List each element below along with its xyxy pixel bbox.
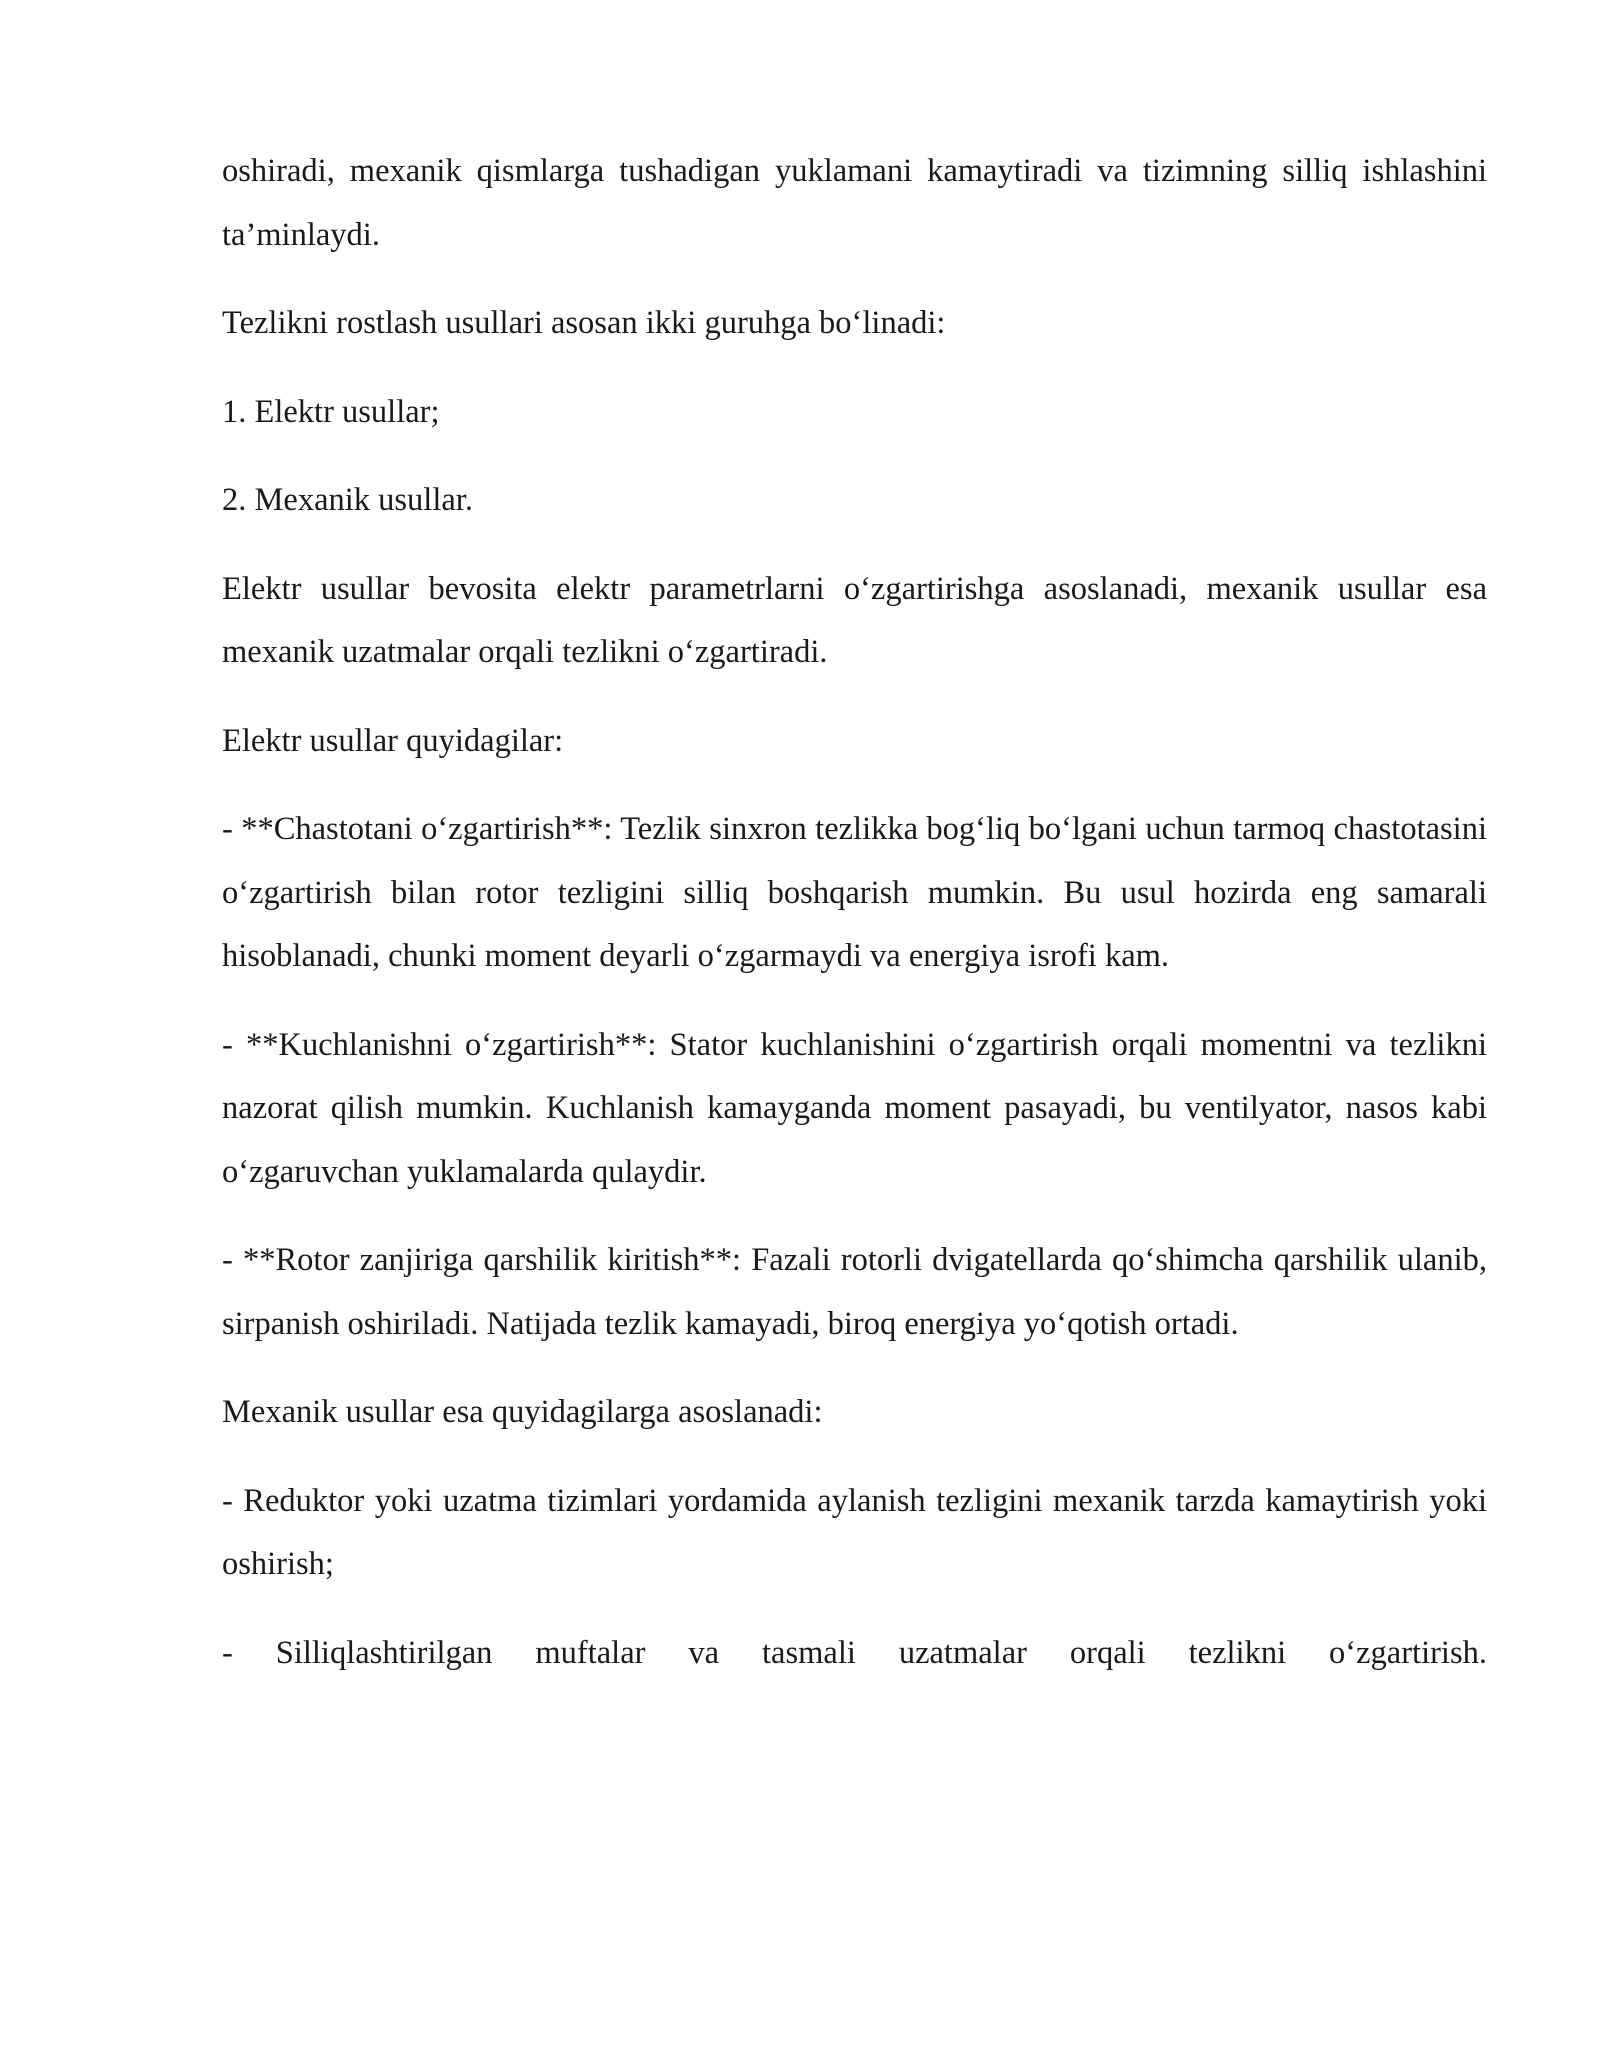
paragraph-continuation: oshiradi, mexanik qismlarga tushadigan yuklamani kamaytiradi va tizimning silliq ishlashini ta’minlaydi. — [222, 153, 1487, 253]
list-item-mechanical: 2. Mexanik usullar. — [222, 482, 473, 518]
paragraph-methods-summary: Elektr usullar bevosita elektr parametrlarni o‘zgartirishga asoslanadi, mexanik usullar esa mexanik uzatmalar orqali tezlikni o‘zgartiradi. — [222, 570, 1487, 670]
bullet-couplings: - Silliqlashtirilgan muftalar va tasmali uzatmalar orqali tezlikni o‘zgartirish. — [222, 1634, 1487, 1671]
list-item-electric: 1. Elektr usullar; — [222, 393, 440, 430]
paragraph-intro-groups: Tezlikni rostlash usullari asosan ikki guruhga bo‘linadi: — [222, 305, 946, 341]
bullet-rotor-resistance: - **Rotor zanjiriga qarshilik kiritish**: Fazali rotorli dvigatellarda qo‘shimcha qarshilik ulanib, sirpanish oshiriladi. Natijada tezlik kamayadi, biroq energiya yo‘qotish ortadi. — [222, 1242, 1487, 1342]
bullet-voltage: - **Kuchlanishni o‘zgartirish**: Stator kuchlanishini o‘zgartirish orqali momentni va tezlikni nazorat qilish mumkin. Kuchlanish kamayganda moment pasayadi, bu ventilyator, nasos kabi o‘zgaruvchan yuklamalarda qulaydir. — [222, 1026, 1487, 1190]
bullet-reducer: - Reduktor yoki uzatma tizimlari yordamida aylanish tezligini mexanik tarzda kamaytirish yoki oshirish; — [222, 1482, 1487, 1582]
bullet-frequency: - **Chastotani o‘zgartirish**: Tezlik sinxron tezlikka bog‘liq bo‘lgani uchun tarmoq chastotasini o‘zgartirish bilan rotor tezligini silliq boshqarish mumkin. Bu usul hozirda eng samarali hisoblanadi, chunki moment deyarli o‘zgarmaydi va energiya isrofi kam. — [222, 811, 1487, 974]
paragraph-mechanical-heading: Mexanik usullar esa quyidagilarga asoslanadi: — [222, 1394, 823, 1430]
paragraph-electric-heading: Elektr usullar quyidagilar: — [222, 722, 564, 759]
document-body — [222, 140, 1487, 1710]
